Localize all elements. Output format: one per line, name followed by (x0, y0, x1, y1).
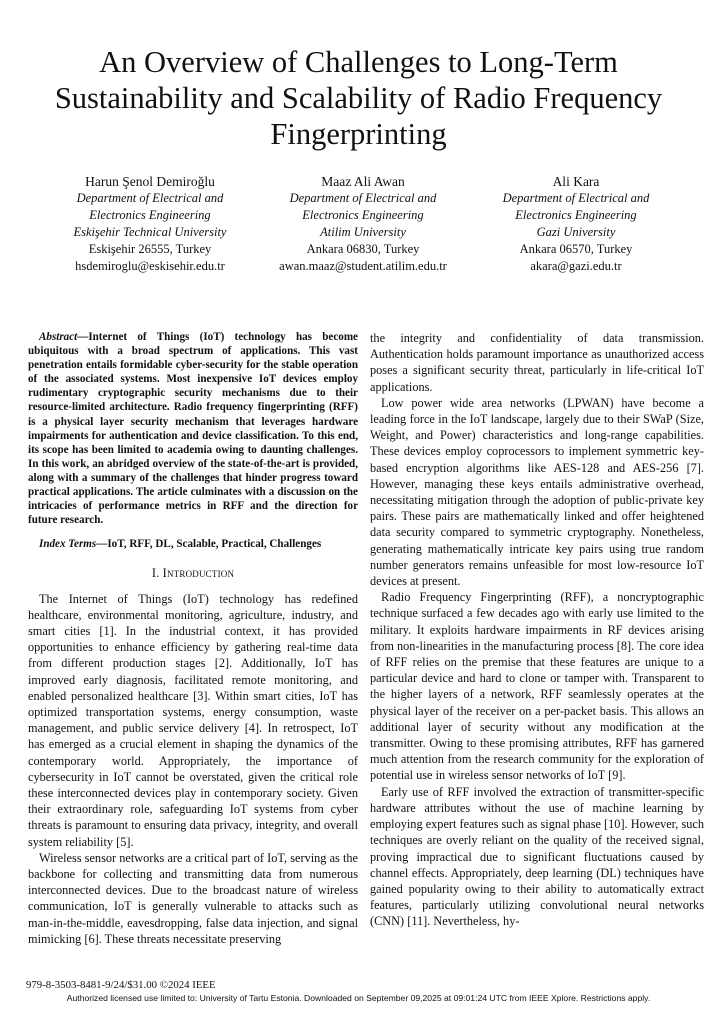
author-name: Harun Şenol Demiroğlu (85, 174, 215, 189)
abstract-text: —Internet of Things (IoT) technology has become ubiquitous with a broad spectrum of applications. This vast penetration entails formidable cyber-security for the stable operation of the associated systems. Most inexpensive IoT devices employ rudimentary cryptographic security mechanisms due to their resource-limited architecture. Radio frequency fingerprinting (RFF) is a physical layer security mechanism that leverages hardware impairments for authentication and device classification. To this end, its scope has been limited to academia owing to daunting challenges. In this work, an abridged overview of the state-of-the-art is provided, along with a summary of the challenges that hinder progress toward practical applications. The article culminates with a discussion on the intricacies of performance metrics in RFF and the direction for future research. (28, 331, 358, 527)
index-terms-text: —IoT, RFF, DL, Scalable, Practical, Challenges (96, 538, 322, 551)
author-dept: Department of Electrical and (289, 191, 437, 205)
author-block (456, 173, 696, 275)
author-email[interactable]: akara@gazi.edu.tr (530, 259, 622, 273)
author-block (243, 173, 483, 275)
abstract (28, 330, 358, 527)
paragraph: Early use of RFF involved the extraction of transmitter-specific hardware attributes without the use of machine learning by employing expert features such as signal phase [10]. However, such techniques are overly reliant on the quality of the received signal, proving impractical due to significant fluctuations caused by channel effects. Appropriately, deep learning (DL) techniques have gained popularity owing to their ability to automatically extract features, particularly utilizing convolutional neural networks (CNN) [11]. Nevertheless, hy- (370, 784, 704, 929)
title-line: Fingerprinting (270, 117, 447, 151)
author-dept: Electronics Engineering (302, 208, 424, 222)
author-address: Ankara 06830, Turkey (306, 242, 420, 256)
paragraph: the integrity and confidentiality of data transmission. Authentication holds paramount importance as unauthorized access poses a significant security threat, particularly in life-critical IoT applications. (370, 331, 704, 394)
author-name: Maaz Ali Awan (321, 174, 405, 189)
author-address: Ankara 06570, Turkey (519, 242, 633, 256)
paragraph: Wireless sensor networks are a critical part of IoT, serving as the backbone for collecting and transmitting data from numerous interconnected devices. Due to the broadcast nature of wireless communication, IoT is generally vulnerable to attacks such as man-in-the-middle, eavesdropping, false data injection, and signal mimicking [6]. These threats necessitate preserving (28, 850, 358, 946)
index-terms (28, 537, 358, 551)
title-line: An Overview of Challenges to Long-Term (99, 45, 618, 79)
title-line: Sustainability and Scalability of Radio Frequency (54, 81, 663, 115)
author-email[interactable]: hsdemiroglu@eskisehir.edu.tr (75, 259, 225, 273)
paragraph: Low power wide area networks (LPWAN) have become a leading force in the IoT landscape, largely due to their SWaP (Size, Weight, and Power) characteristics and long-range capabilities. These devices employ coprocessors to implement symmetric key-based encryption algorithms like AES-128 and AES-256 [7]. However, managing these keys entails administrative overhead, necessitating mitigation through the adoption of public-private key pairs. These pairs are mathematically linked and offer heightened data security compared to symmetric cryptography. Nonetheless, generating mathematically intricate key pairs using true random number generators remains unfeasible for most low-resource IoT devices at present. (370, 395, 704, 589)
left-column (28, 330, 358, 947)
right-column (370, 330, 704, 930)
author-address: Eskişehir 26555, Turkey (88, 242, 212, 256)
author-dept: Department of Electrical and (76, 191, 224, 205)
author-name: Ali Kara (552, 174, 600, 189)
author-email[interactable]: awan.maaz@student.atilim.edu.tr (279, 259, 447, 273)
author-dept: Electronics Engineering (89, 208, 211, 222)
author-dept: Electronics Engineering (515, 208, 637, 222)
section-title: Introduction (162, 566, 235, 581)
author-institution: Atilim University (320, 225, 406, 239)
author-block (30, 173, 270, 275)
author-institution: Gazi University (536, 225, 616, 239)
footer-license: Authorized licensed use limited to: University of Tartu Estonia. Downloaded on September 09,2025 at 09:01:24 UTC from IEEE Xplore. Restrictions apply. (66, 993, 651, 1003)
section-heading (28, 565, 358, 581)
author-institution: Eskişehir Technical University (73, 225, 227, 239)
paragraph: Radio Frequency Fingerprinting (RFF), a noncryptographic technique surfaced a few decades ago with early use limited to the military. It exploits hardware impairments in RF devices arising from non-linearities in the manufacturing process [8]. The core idea of RFF relies on the premise that these features are unique to a particular device and hard to clone or tamper with. Transparent to the higher layers of a network, RFF seamlessly operates at the physical layer of the receiver on a per-packet basis. This allows an additional layer of security without any modification at the transmitter. Owing to these promising attributes, RFF has garnered much attention from the research community for the exploration of potential use in wireless sensor networks of IoT [9]. (370, 590, 704, 783)
paper-title (0, 44, 717, 152)
paragraph: The Internet of Things (IoT) technology has redefined healthcare, environmental monitoring, agriculture, industry, and smart cities [1]. In the industrial context, it has provided opportunities to enhance efficiency by gathering real-time data from different production stages [2]. Additionally, IoT has improved early diagnosis, facilitated remote monitoring, and enabled personalized healthcare [3]. Within smart cities, IoT has optimized transportation systems, energy consumption, waste management, and public service delivery [4]. In retrospect, IoT has emerged as a crucial element in shaping the dynamics of the contemporary world. Appropriately, the importance of cybersecurity in IoT cannot be overstated, given the critical role these interconnected devices play in contemporary society. Given their extraordinary role, safeguarding IoT systems from cyber threats is paramount to ensuring data privacy, integrity, and overall system reliability [5]. (28, 591, 358, 849)
section-number: I. (151, 566, 160, 581)
footer-isbn: 979-8-3503-8481-9/24/$31.00 ©2024 IEEE (26, 979, 216, 991)
author-dept: Department of Electrical and (502, 191, 650, 205)
abstract-label: Abstract (39, 331, 78, 343)
index-terms-label: Index Terms (39, 538, 97, 551)
